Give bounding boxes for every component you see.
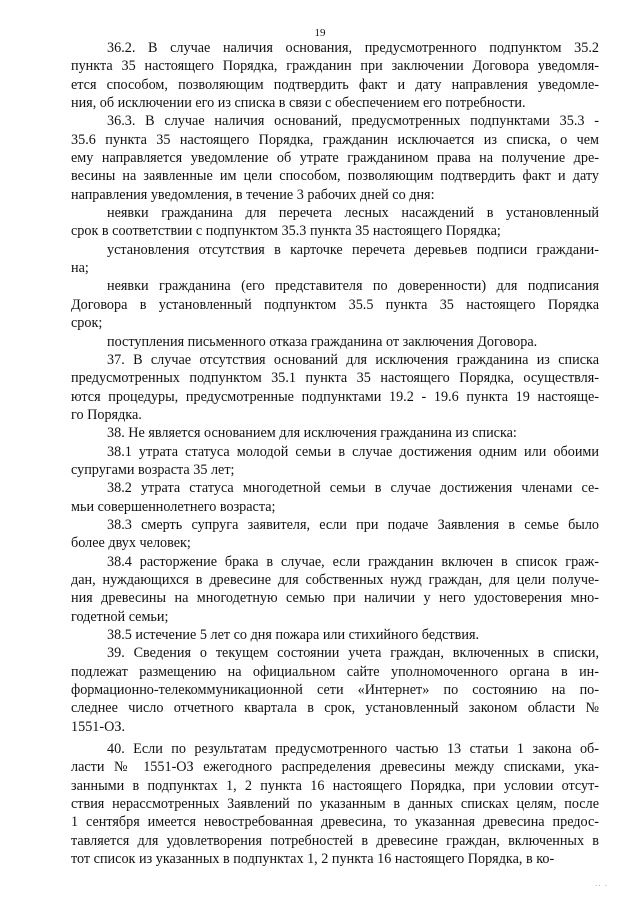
- paragraph: [71, 553, 599, 626]
- scan-artifact: .. .: [595, 878, 608, 888]
- paragraph: [71, 241, 599, 278]
- text-line: 1551-ОЗ.: [71, 718, 125, 735]
- text-line: ния древесины на многодетную семью при наличии у него удостоверения мно-: [71, 590, 599, 607]
- text-line: занными в подпунктах 1, 2 пункта 16 настоящего Порядка, при условии отсут-: [71, 777, 599, 794]
- text-line: подлежат размещению на официальном сайте уполномоченного органа в ин-: [71, 663, 599, 680]
- text-line: 36.3. В случае наличия оснований, предусмотренных подпунктами 35.3 -: [107, 113, 599, 130]
- text-line: установления отсутствия в карточке перечета деревьев подписи граждани-: [107, 241, 599, 258]
- text-line: формационно-телекоммуникационной сети «Интернет» по состоянию на по-: [71, 682, 599, 699]
- text-line: го Порядка.: [71, 406, 142, 423]
- paragraph: [71, 740, 599, 868]
- text-line: тот список из указанных в подпунктах 1, 2 пункта 16 настоящего Порядка, в ко-: [71, 851, 555, 868]
- text-line: ствия нерассмотренных Заявлений по указанным в данных списках целям, после: [71, 796, 599, 813]
- text-line: следнее число отчетного квартала в срок, установленный законом области №: [71, 700, 599, 717]
- text-line: 1 сентября имеется невостребованная древесина, то указанная древесина предос-: [71, 814, 599, 831]
- text-line: 38.5 истечение 5 лет со дня пожара или стихийного бедствия.: [107, 627, 480, 643]
- text-line: более двух человек;: [71, 535, 191, 552]
- text-line: 37. В случае отсутствия оснований для исключения гражданина из списка: [107, 351, 599, 368]
- paragraph: [71, 424, 599, 442]
- paragraph: [71, 479, 599, 516]
- text-line: весины на заявленные им цели способом, позволяющим подтвердить факт и дату: [71, 168, 599, 185]
- text-line: Договора в установленный подпунктом 35.5 пункта 35 настоящего Порядка: [71, 296, 599, 313]
- paragraph: [71, 112, 599, 204]
- text-line: 38.4 расторжение брака в случае, если гражданин включен в список граж-: [107, 553, 599, 570]
- text-line: ему направляется уведомление об утрате гражданином права на получение дре-: [71, 150, 599, 167]
- text-line: ются процедуры, предусмотренные подпунктами 19.2 - 19.6 пункта 19 настояще-: [71, 388, 599, 405]
- text-line: на;: [71, 260, 89, 277]
- text-line: неявки гражданина для перечета лесных насаждений в установленный: [107, 205, 599, 222]
- text-line: ния, об исключении его из списка в связи с обеспечением его потребности.: [71, 95, 526, 112]
- text-line: 40. Если по результатам предусмотренного частью 13 статьи 1 закона об-: [107, 741, 599, 758]
- text-line: ется способом, позволяющим подтвердить факт и дату направления уведомле-: [71, 76, 599, 93]
- text-line: мьи совершеннолетнего возраста;: [71, 498, 276, 515]
- text-line: годетной семьи;: [71, 608, 169, 625]
- text-line: направления уведомления, в течение 3 рабочих дней со дня:: [71, 186, 435, 203]
- text-line: 39. Сведения о текущем состоянии учета граждан, включенных в списки,: [107, 645, 599, 662]
- text-line: супругами возраста 35 лет;: [71, 461, 235, 478]
- text-line: тавляется для удовлетворения потребностей в древесине граждан, включенных в: [71, 832, 599, 849]
- text-line: 38. Не является основанием для исключения гражданина из списка:: [107, 425, 517, 442]
- paragraph: [71, 204, 599, 241]
- text-line: пункта 35 настоящего Порядка, гражданин при заключении Договора уведомля-: [71, 58, 599, 75]
- text-line: 38.1 утрата статуса молодой семьи в случае достижения одним или обоими: [107, 443, 599, 460]
- text-line: поступления письменного отказа гражданина от заключения Договора.: [107, 333, 538, 350]
- text-line: срок в соответствии с подпунктом 35.3 пункта 35 настоящего Порядка;: [71, 223, 501, 240]
- paragraph: [71, 516, 599, 553]
- paragraph: [71, 39, 599, 112]
- document-body: [71, 39, 599, 868]
- text-line: 36.2. В случае наличия основания, предусмотренного подпунктом 35.2: [107, 40, 599, 56]
- text-line: 38.3 смерть супруга заявителя, если при подаче Заявления в семье было: [107, 516, 599, 533]
- paragraph: [71, 333, 599, 351]
- text-line: неявки гражданина (его представителя по доверенности) для подписания: [107, 278, 599, 295]
- paragraph: [71, 644, 599, 736]
- page-number: 19: [314, 27, 326, 39]
- text-line: ласти № 1551-ОЗ ежегодного распределения древесины между списками, ука-: [71, 759, 599, 776]
- paragraph: [71, 443, 599, 480]
- paragraph: [71, 626, 599, 644]
- paragraph: [71, 277, 599, 332]
- text-line: 35.6 пункта 35 настоящего Порядка, гражданин исключается из списка, о чем: [71, 131, 599, 148]
- text-line: дан, нуждающихся в древесине для собственных нужд граждан, для цели получе-: [71, 571, 599, 588]
- text-line: предусмотренных подпунктом 35.1 пункта 35 настоящего Порядка, осуществля-: [71, 370, 599, 387]
- paragraph: [71, 351, 599, 424]
- text-line: 38.2 утрата статуса многодетной семьи в случае достижения членами се-: [107, 480, 599, 497]
- text-line: срок;: [71, 315, 103, 332]
